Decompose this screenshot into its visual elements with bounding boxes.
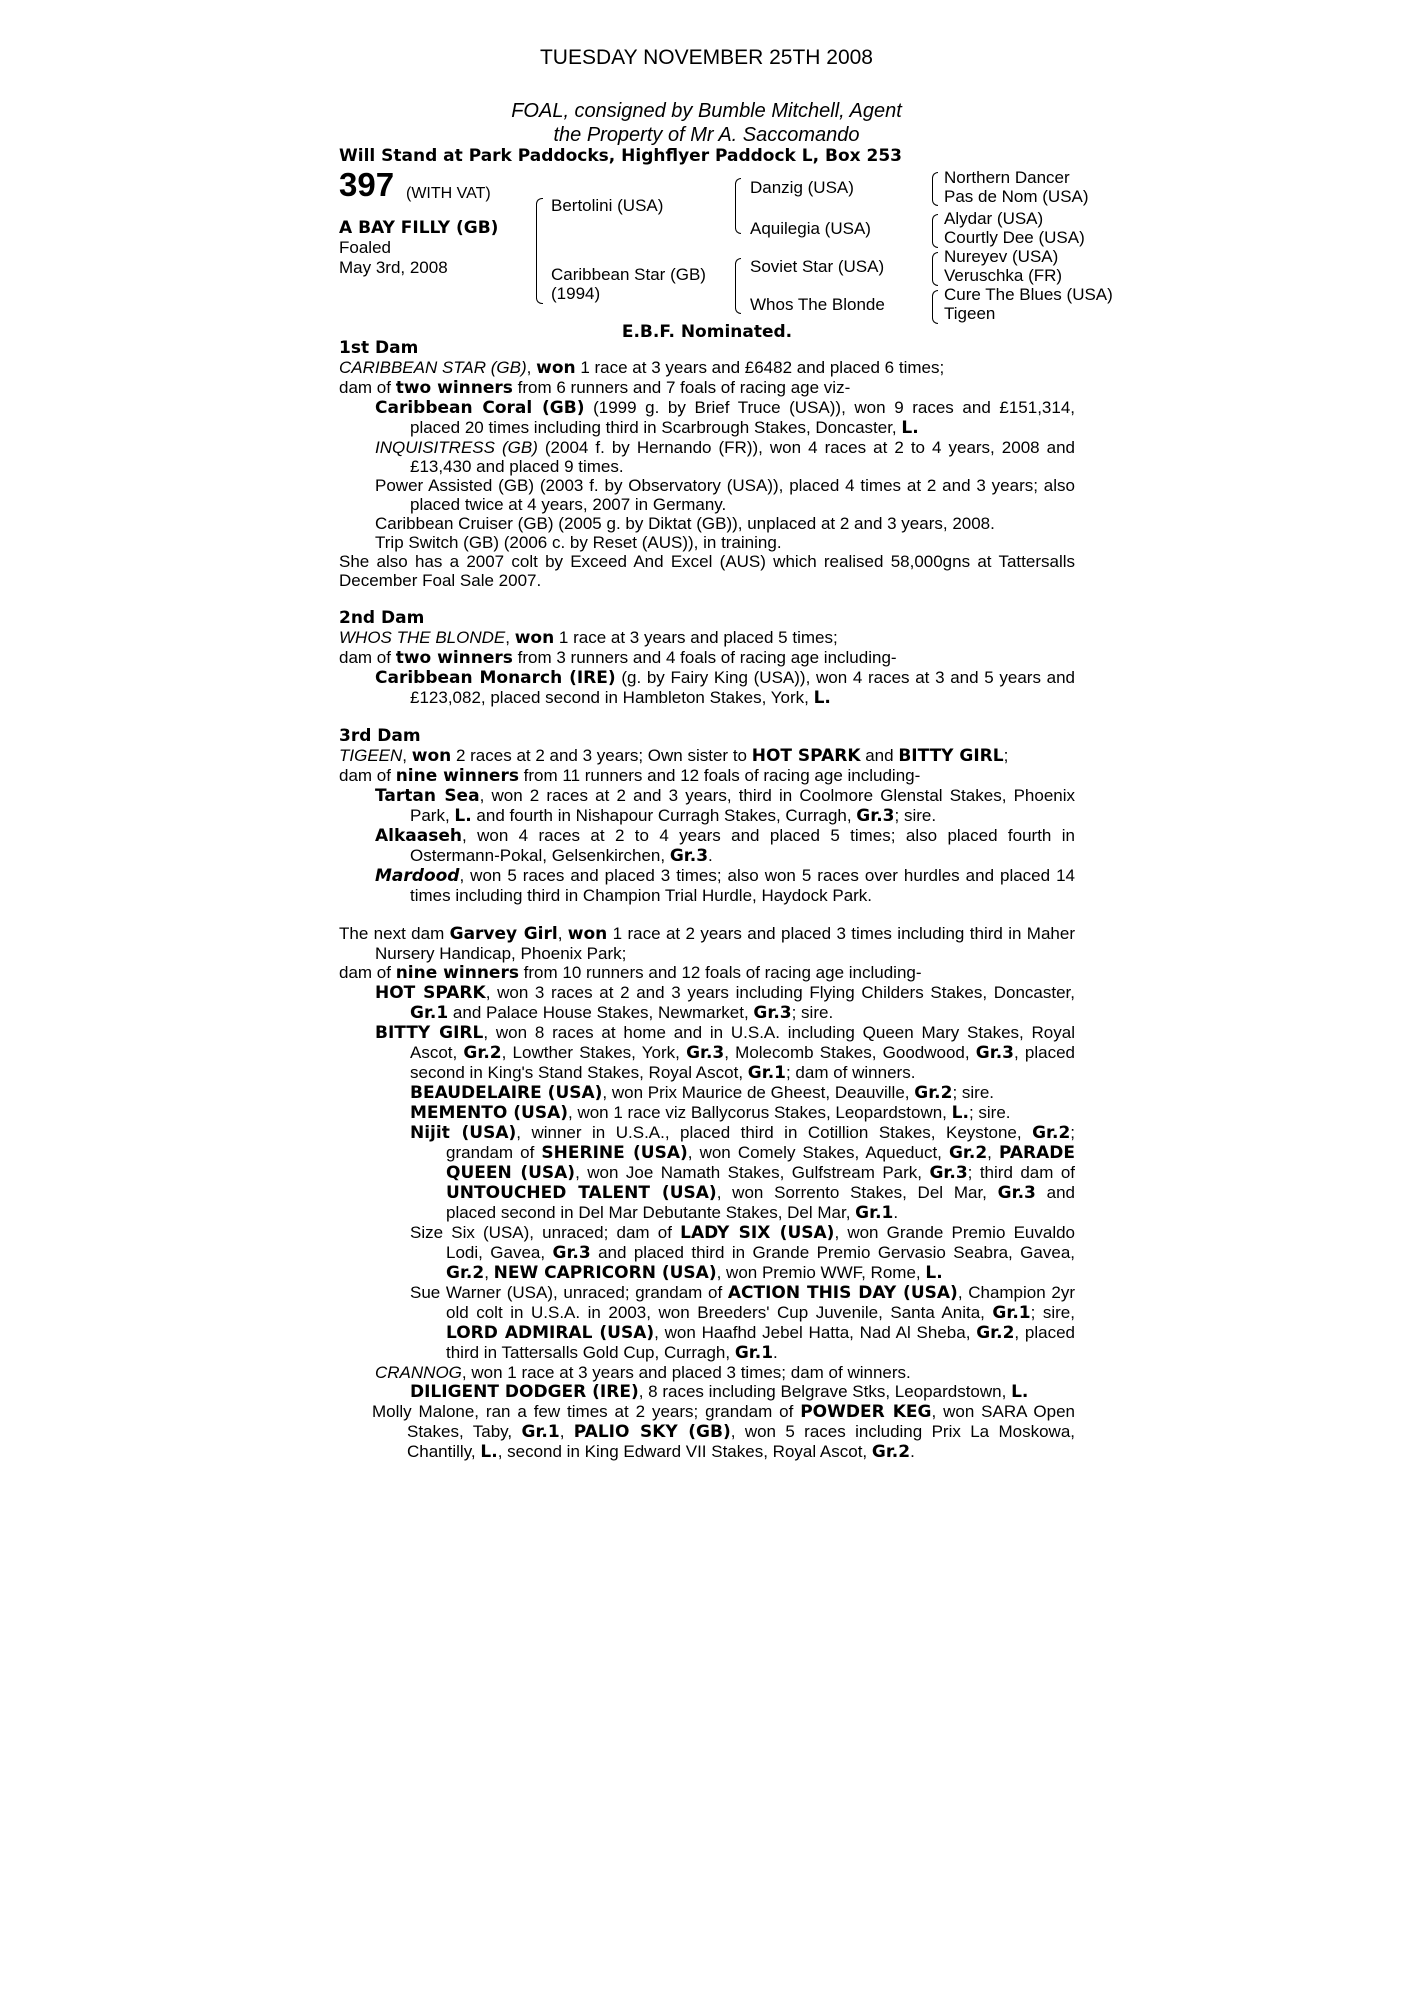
dam-dam: Whos The Blonde <box>750 295 885 314</box>
produce-entry: Mardood, won 5 races and placed 3 times; also won 5 races over hurdles and placed 14 times including third in Champion Trial Hurdle, Haydock Park. <box>375 866 1075 905</box>
produce-entry: HOT SPARK, won 3 races at 2 and 3 years including Flying Childers Stakes, Doncaster, Gr.1 and Palace House Stakes, Newmarket, Gr.3; sire. <box>375 983 1075 1023</box>
produce-entry: Molly Malone, ran a few times at 2 years; grandam of POWDER KEG, won SARA Open Stakes, Taby, Gr.1, PALIO SKY (GB), won 5 races including Prix La Moskowa, Chantilly, L., second in King Edward VII Stakes, Royal Ascot, Gr.2. <box>372 1402 1075 1462</box>
produce-entry: DILIGENT DODGER (IRE), 8 races including Belgrave Stks, Leopardstown, L. <box>410 1382 1029 1402</box>
first-dam-note: She also has a 2007 colt by Exceed And Excel (AUS) which realised 58,000gns at Tattersalls December Foal Sale 2007. <box>339 552 1075 590</box>
second-dam-line: WHOS THE BLONDE, won 1 race at 3 years and placed 5 times; <box>339 628 838 648</box>
consignor-line: FOAL, consigned by Bumble Mitchell, Agent <box>511 100 902 122</box>
property-line: the Property of Mr A. Saccomando <box>553 124 860 146</box>
second-dam-heading: 2nd Dam <box>339 608 425 628</box>
produce-entry: Caribbean Coral (GB) (1999 g. by Brief Truce (USA)), won 9 races and £151,314, placed 20 times including third in Scarbrough Stakes, Doncaster, L. <box>375 398 1075 438</box>
vat-note: (WITH VAT) <box>406 185 491 202</box>
produce-entry: Caribbean Cruiser (GB) (2005 g. by Diktat (GB)), unplaced at 2 and 3 years, 2008. <box>375 514 995 533</box>
third-dam-produce-summary: dam of nine winners from 11 runners and 12 foals of racing age including- <box>339 766 921 786</box>
ancestor-5: Nureyev (USA) <box>944 247 1059 266</box>
first-dam-heading: 1st Dam <box>339 338 419 358</box>
ancestor-3: Alydar (USA) <box>944 209 1044 228</box>
pedigree-brace-g3 <box>932 252 938 286</box>
produce-entry: Nijit (USA), winner in U.S.A., placed third in Cotillion Stakes, Keystone, Gr.2; grandam of SHERINE (USA), won Comely Stakes, Aqueduct, Gr.2, PARADE QUEEN (USA), won Joe Namath Stakes, Gulfstream Park, Gr.3; third dam of UNTOUCHED TALENT (USA), won Sorrento Stakes, Del Mar, Gr.3 and placed second in Del Mar Debutante Stakes, Del Mar, Gr.1. <box>410 1123 1076 1223</box>
lot-number: 397 <box>339 166 395 203</box>
dam: Caribbean Star (GB) <box>551 265 706 284</box>
pedigree-brace-g1 <box>932 172 938 206</box>
pedigree-brace-main <box>536 198 543 304</box>
produce-entry: Caribbean Monarch (IRE) (g. by Fairy King (USA)), won 4 races at 3 and 5 years and £123,082, placed second in Hambleton Stakes, York, L. <box>375 668 1075 708</box>
produce-entry: BITTY GIRL, won 8 races at home and in U.S.A. including Queen Mary Stakes, Royal Ascot, Gr.2, Lowther Stakes, York, Gr.3, Molecomb Stakes, Goodwood, Gr.3, placed second in King's Stand Stakes, Royal Ascot, Gr.1; dam of winners. <box>375 1023 1075 1083</box>
produce-entry: Sue Warner (USA), unraced; grandam of ACTION THIS DAY (USA), Champion 2yr old colt in U.S.A. in 2003, won Breeders' Cup Juvenile, Santa Anita, Gr.1; sire, LORD ADMIRAL (USA), won Haafhd Jebel Hatta, Nad Al Sheba, Gr.2, placed third in Tattersalls Gold Cup, Curragh, Gr.1. <box>410 1283 1075 1363</box>
next-dam-produce-summary: dam of nine winners from 10 runners and 12 foals of racing age including- <box>339 963 922 983</box>
foaled-label: Foaled <box>339 238 391 257</box>
produce-entry: BEAUDELAIRE (USA), won Prix Maurice de Gheest, Deauville, Gr.2; sire. <box>410 1083 994 1103</box>
produce-entry: Alkaaseh, won 4 races at 2 to 4 years and placed 5 times; also placed fourth in Ostermann-Pokal, Gelsenkirchen, Gr.3. <box>375 826 1075 866</box>
ancestor-7: Cure The Blues (USA) <box>944 285 1113 304</box>
catalogue-body <box>339 339 1075 1462</box>
pedigree-brace-g4 <box>932 290 938 324</box>
ancestor-1: Northern Dancer <box>944 168 1070 187</box>
horse-description: A BAY FILLY (GB) <box>339 218 499 238</box>
produce-entry: Size Six (USA), unraced; dam of LADY SIX (USA), won Grande Premio Euvaldo Lodi, Gavea, Gr.3 and placed third in Grande Premio Gervasio Seabra, Gavea, Gr.2, NEW CAPRICORN (USA), won Premio WWF, Rome, L. <box>410 1223 1075 1283</box>
pedigree-brace-sire <box>735 178 741 234</box>
third-dam-heading: 3rd Dam <box>339 726 421 746</box>
ancestor-8: Tigeen <box>944 304 996 323</box>
ancestor-4: Courtly Dee (USA) <box>944 228 1085 247</box>
sire-sire: Danzig (USA) <box>750 178 854 197</box>
dam-year: (1994) <box>551 284 601 303</box>
pedigree-brace-g2 <box>932 214 938 248</box>
produce-entry: CRANNOG, won 1 race at 3 years and placed 3 times; dam of winners. <box>375 1363 911 1382</box>
dam-sire: Soviet Star (USA) <box>750 257 885 276</box>
produce-entry: Power Assisted (GB) (2003 f. by Observatory (USA)), placed 4 times at 2 and 3 years; also placed twice at 4 years, 2007 in Germany. <box>375 476 1075 514</box>
pedigree-brace-dam <box>735 258 741 314</box>
sale-date: TUESDAY NOVEMBER 25TH 2008 <box>539 46 873 69</box>
produce-entry: MEMENTO (USA), won 1 race viz Ballycorus Stakes, Leopardstown, L.; sire. <box>410 1103 1011 1123</box>
ebf-nominated: E.B.F. Nominated. <box>621 322 793 342</box>
produce-entry: INQUISITRESS (GB) (2004 f. by Hernando (FR)), won 4 races at 2 to 4 years, 2008 and £13,430 and placed 9 times. <box>375 438 1075 476</box>
foaled-date: May 3rd, 2008 <box>339 258 448 277</box>
second-dam-produce-summary: dam of two winners from 3 runners and 4 foals of racing age including- <box>339 648 897 668</box>
first-dam-produce-summary: dam of two winners from 6 runners and 7 foals of racing age viz- <box>339 378 851 398</box>
produce-entry: Trip Switch (GB) (2006 c. by Reset (AUS)), in training. <box>375 533 782 552</box>
next-dam-line: The next dam Garvey Girl, won 1 race at 2 years and placed 3 times including third in Maher Nursery Handicap, Phoenix Park; <box>339 924 1075 963</box>
first-dam-line: CARIBBEAN STAR (GB), won 1 race at 3 years and £6482 and placed 6 times; <box>339 358 945 378</box>
ancestor-2: Pas de Nom (USA) <box>944 187 1089 206</box>
sire: Bertolini (USA) <box>551 196 664 215</box>
produce-entry: Tartan Sea, won 2 races at 2 and 3 years, third in Coolmore Glenstal Stakes, Phoenix Park, L. and fourth in Nishapour Curragh Stakes, Curragh, Gr.3; sire. <box>375 786 1076 826</box>
ancestor-6: Veruschka (FR) <box>944 266 1063 285</box>
third-dam-line: TIGEEN, won 2 races at 2 and 3 years; Own sister to HOT SPARK and BITTY GIRL; <box>339 746 1009 766</box>
sire-dam: Aquilegia (USA) <box>750 219 871 238</box>
stand-location: Will Stand at Park Paddocks, Highflyer Paddock L, Box 253 <box>339 146 903 166</box>
